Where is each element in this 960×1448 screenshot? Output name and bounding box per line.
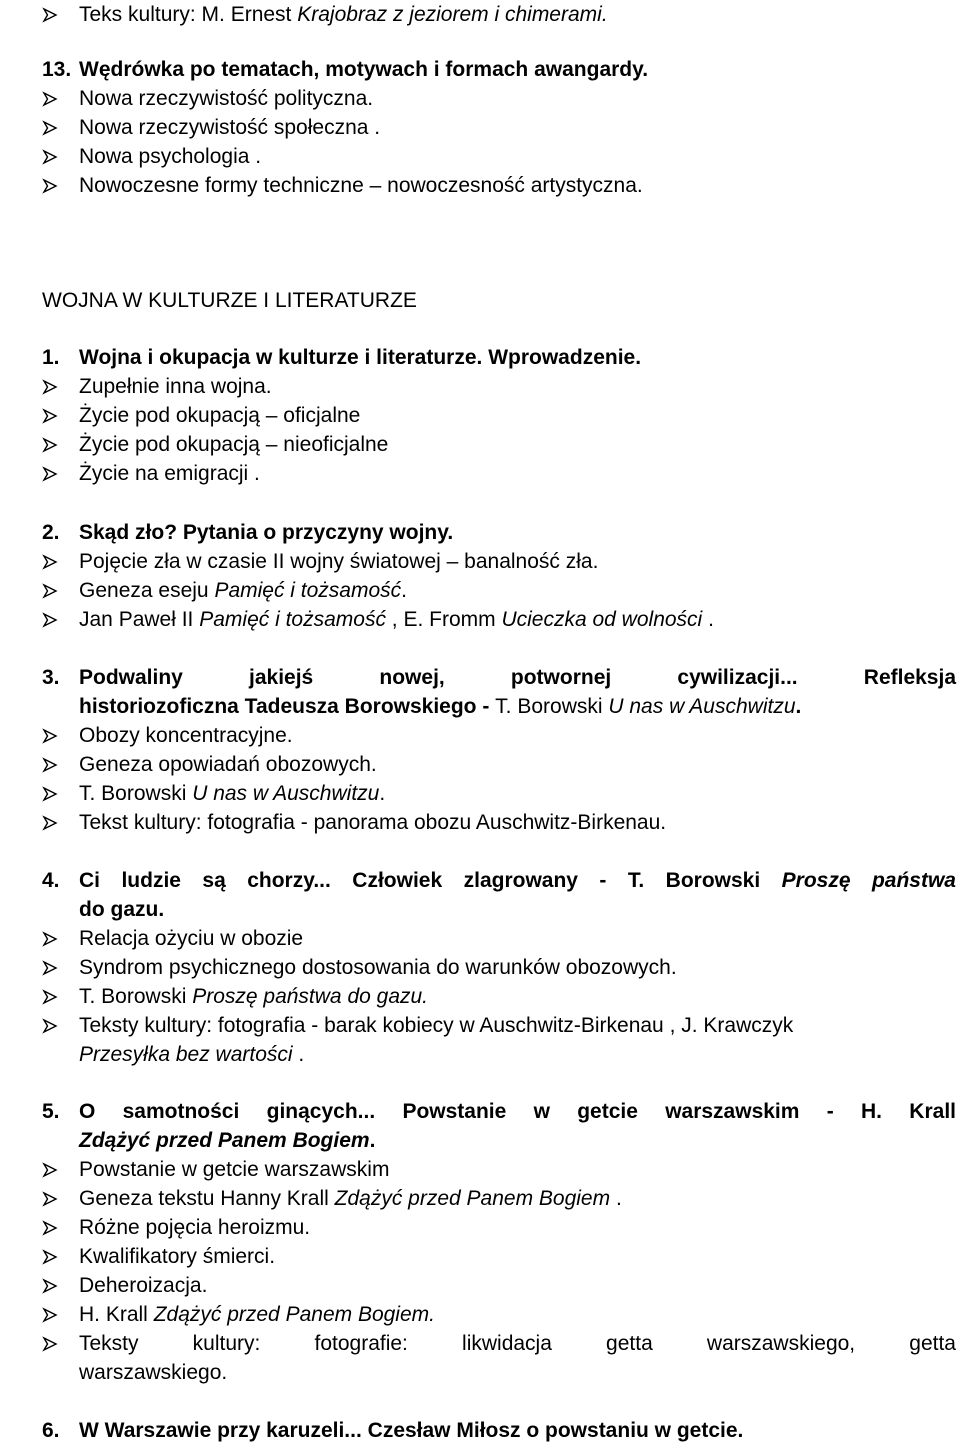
continuation-line (0, 692, 960, 721)
text-run: . (610, 1187, 622, 1210)
line-text (79, 343, 956, 372)
text-run: W Warszawie przy karuzeli... Czesław Miłosz o powstaniu w getcie. (79, 1419, 744, 1442)
text-run: do gazu. (79, 898, 165, 921)
title-text: Zdążyć przed Panem Bogiem. (153, 1303, 435, 1326)
section-number: 4. (42, 869, 60, 892)
section-number: 13. (42, 58, 72, 81)
arrow-bullet-icon (42, 113, 66, 142)
section-number: 2. (42, 521, 60, 544)
bullet-item (0, 372, 960, 401)
bullet-item (0, 113, 960, 142)
title-text: Pamięć i tożsamość (214, 579, 402, 602)
text-run: Teksty kultury: fotografie: likwidacja getta warszawskiego, getta (79, 1332, 956, 1355)
title-text: Zdążyć przed Panem Bogiem (334, 1187, 611, 1210)
text-run: Zupełnie inna wojna. (79, 375, 272, 398)
text-run: . (702, 608, 714, 631)
text-run: Nowa rzeczywistość społeczna . (79, 116, 381, 139)
line-text (79, 576, 956, 605)
section-heading (0, 663, 960, 692)
line-text (79, 808, 956, 837)
line-text (79, 692, 956, 721)
text-run: Życie pod okupacją – oficjalne (79, 404, 361, 427)
text-run: Tekst kultury: fotografia - panorama obozu Auschwitz-Birkenau. (79, 811, 667, 834)
arrow-bullet-icon (42, 1242, 66, 1271)
text-run: Geneza eseju (79, 579, 215, 602)
bullet-item (0, 1184, 960, 1213)
text-run: Wędrówka po tematach, motywach i formach awangardy. (79, 58, 649, 81)
section-heading (0, 55, 960, 84)
text-run: Skąd zło? Pytania o przyczyny wojny. (79, 521, 454, 544)
bullet-item (0, 142, 960, 171)
bullet-item (0, 924, 960, 953)
bullet-item (0, 953, 960, 982)
line-text (79, 1155, 956, 1184)
line-text (79, 866, 956, 895)
arrow-bullet-icon (42, 779, 66, 808)
text-run: Kwalifikatory śmierci. (79, 1245, 276, 1268)
bullet-item (0, 1155, 960, 1184)
arrow-bullet-icon (42, 1155, 66, 1184)
bullet-item (0, 1213, 960, 1242)
arrow-bullet-icon (42, 1011, 66, 1040)
text-run: Różne pojęcia heroizmu. (79, 1216, 311, 1239)
line-text (79, 1329, 956, 1358)
text-run: Relacja ożyciu w obozie (79, 927, 304, 950)
bullet-item (0, 1329, 960, 1358)
continuation-line (0, 895, 960, 924)
arrow-bullet-icon (42, 142, 66, 171)
line-text (79, 1271, 956, 1300)
text-run: Powstanie w getcie warszawskim (79, 1158, 390, 1181)
text-run: , E. Fromm (385, 608, 502, 631)
text-run: Ci ludzie są chorzy... Człowiek zlagrowany - T. Borowski (79, 869, 782, 892)
section-number: 3. (42, 666, 60, 689)
line-text (79, 142, 956, 171)
text-run: . (379, 782, 386, 805)
line-text (79, 1097, 956, 1126)
arrow-bullet-icon (42, 1213, 66, 1242)
line-text (79, 924, 956, 953)
arrow-bullet-icon (42, 430, 66, 459)
text-run: warszawskiego. (79, 1361, 228, 1384)
text-run: Wojna i okupacja w kulturze i literaturze. Wprowadzenie. (79, 346, 642, 369)
arrow-bullet-icon (42, 0, 66, 29)
line-text (79, 1300, 956, 1329)
line-text (79, 55, 956, 84)
arrow-bullet-icon (42, 1329, 66, 1358)
bullet-item (0, 779, 960, 808)
bullet-item (0, 1011, 960, 1040)
arrow-bullet-icon (42, 982, 66, 1011)
text-run: historiozoficzna Tadeusza Borowskiego - (79, 695, 496, 718)
arrow-bullet-icon (42, 547, 66, 576)
line-text (79, 1011, 956, 1040)
line-text (79, 1040, 956, 1069)
text-run: T. Borowski (79, 985, 193, 1008)
text-run: Podwaliny jakiejś nowej, potwornej cywilizacji... Refleksja (79, 666, 956, 689)
line-text (79, 547, 956, 576)
line-text (79, 401, 956, 430)
text-run: O samotności ginących... Powstanie w getcie warszawskim - H. Krall (79, 1100, 956, 1123)
line-text (79, 430, 956, 459)
text-run: H. Krall (79, 1303, 154, 1326)
continuation-line (0, 1126, 960, 1155)
arrow-bullet-icon (42, 924, 66, 953)
line-text (42, 286, 417, 315)
arrow-bullet-icon (42, 1300, 66, 1329)
line-text (79, 0, 956, 29)
bullet-item (0, 750, 960, 779)
title-text: U nas w Auschwitzu (608, 695, 796, 718)
arrow-bullet-icon (42, 750, 66, 779)
text-run: WOJNA W KULTURZE I LITERATURZE (42, 289, 417, 312)
line-text (79, 1184, 956, 1213)
text-run: Teks kultury: M. Ernest (79, 3, 298, 26)
text-run: . (401, 579, 408, 602)
text-run: Życie na emigracji . (79, 462, 260, 485)
line-text (79, 372, 956, 401)
arrow-bullet-icon (42, 808, 66, 837)
text-run: . (369, 1129, 376, 1152)
section-heading (0, 518, 960, 547)
arrow-bullet-icon (42, 953, 66, 982)
text-run: . (795, 695, 802, 718)
text-run: Jan Paweł II (79, 608, 200, 631)
title-text: Proszę państwa do gazu. (192, 985, 429, 1008)
text-run: Pojęcie zła w czasie II wojny światowej – banalność zła. (79, 550, 599, 573)
bullet-item (0, 430, 960, 459)
bullet-item (0, 84, 960, 113)
title-text: Pamięć i tożsamość (199, 608, 386, 631)
line-text (79, 1126, 956, 1155)
line-text (79, 663, 956, 692)
text-run: Teksty kultury: fotografia - barak kobiecy w Auschwitz-Birkenau , J. Krawczyk (79, 1014, 794, 1037)
text-run: Nowa psychologia . (79, 145, 262, 168)
bullet-item (0, 605, 960, 634)
line-text (79, 84, 956, 113)
text-run: Nowa rzeczywistość polityczna. (79, 87, 374, 110)
arrow-bullet-icon (42, 459, 66, 488)
line-text (79, 113, 956, 142)
bullet-item (0, 1271, 960, 1300)
bullet-item (0, 0, 960, 29)
line-text (79, 721, 956, 750)
arrow-bullet-icon (42, 1271, 66, 1300)
title-text: Zdążyć przed Panem Bogiem (79, 1129, 370, 1152)
continuation-line (0, 1358, 960, 1387)
text-run: Syndrom psychicznego dostosowania do warunków obozowych. (79, 956, 677, 979)
bullet-item (0, 721, 960, 750)
chapter-heading (0, 286, 960, 315)
arrow-bullet-icon (42, 84, 66, 113)
section-heading (0, 866, 960, 895)
text-run: T. Borowski (495, 695, 609, 718)
bullet-item (0, 1300, 960, 1329)
line-text (79, 1358, 956, 1387)
section-heading (0, 1097, 960, 1126)
text-run: Obozy koncentracyjne. (79, 724, 293, 747)
text-run: Geneza tekstu Hanny Krall (79, 1187, 335, 1210)
bullet-item (0, 459, 960, 488)
line-text (79, 750, 956, 779)
bullet-item (0, 576, 960, 605)
title-text: Ucieczka od wolności (501, 608, 703, 631)
line-text (79, 605, 956, 634)
section-number: 5. (42, 1100, 60, 1123)
text-run: . (292, 1043, 305, 1066)
line-text (79, 171, 956, 200)
bullet-item (0, 547, 960, 576)
line-text (79, 459, 956, 488)
title-text: Krajobraz z jeziorem i chimerami. (297, 3, 608, 26)
section-number: 1. (42, 346, 60, 369)
line-text (79, 518, 956, 547)
bullet-item (0, 982, 960, 1011)
bullet-item (0, 808, 960, 837)
section-number: 6. (42, 1419, 60, 1442)
continuation-line (0, 1040, 960, 1069)
arrow-bullet-icon (42, 605, 66, 634)
bullet-item (0, 171, 960, 200)
line-text (79, 953, 956, 982)
line-text (79, 1416, 956, 1445)
text-run: Geneza opowiadań obozowych. (79, 753, 377, 776)
text-run: Nowoczesne formy techniczne – nowoczesność artystyczna. (79, 174, 643, 197)
title-text: Proszę państwa (781, 869, 956, 892)
section-heading (0, 343, 960, 372)
bullet-item (0, 401, 960, 430)
arrow-bullet-icon (42, 401, 66, 430)
title-text: Przesyłka bez wartości (79, 1043, 293, 1066)
line-text (79, 895, 956, 924)
title-text: U nas w Auschwitzu (192, 782, 380, 805)
arrow-bullet-icon (42, 171, 66, 200)
arrow-bullet-icon (42, 372, 66, 401)
section-heading (0, 1416, 960, 1445)
arrow-bullet-icon (42, 1184, 66, 1213)
arrow-bullet-icon (42, 721, 66, 750)
text-run: T. Borowski (79, 782, 193, 805)
line-text (79, 1242, 956, 1271)
text-run: Życie pod okupacją – nieoficjalne (79, 433, 389, 456)
line-text (79, 1213, 956, 1242)
text-run: Deheroizacja. (79, 1274, 208, 1297)
arrow-bullet-icon (42, 576, 66, 605)
line-text (79, 982, 956, 1011)
bullet-item (0, 1242, 960, 1271)
line-text (79, 779, 956, 808)
